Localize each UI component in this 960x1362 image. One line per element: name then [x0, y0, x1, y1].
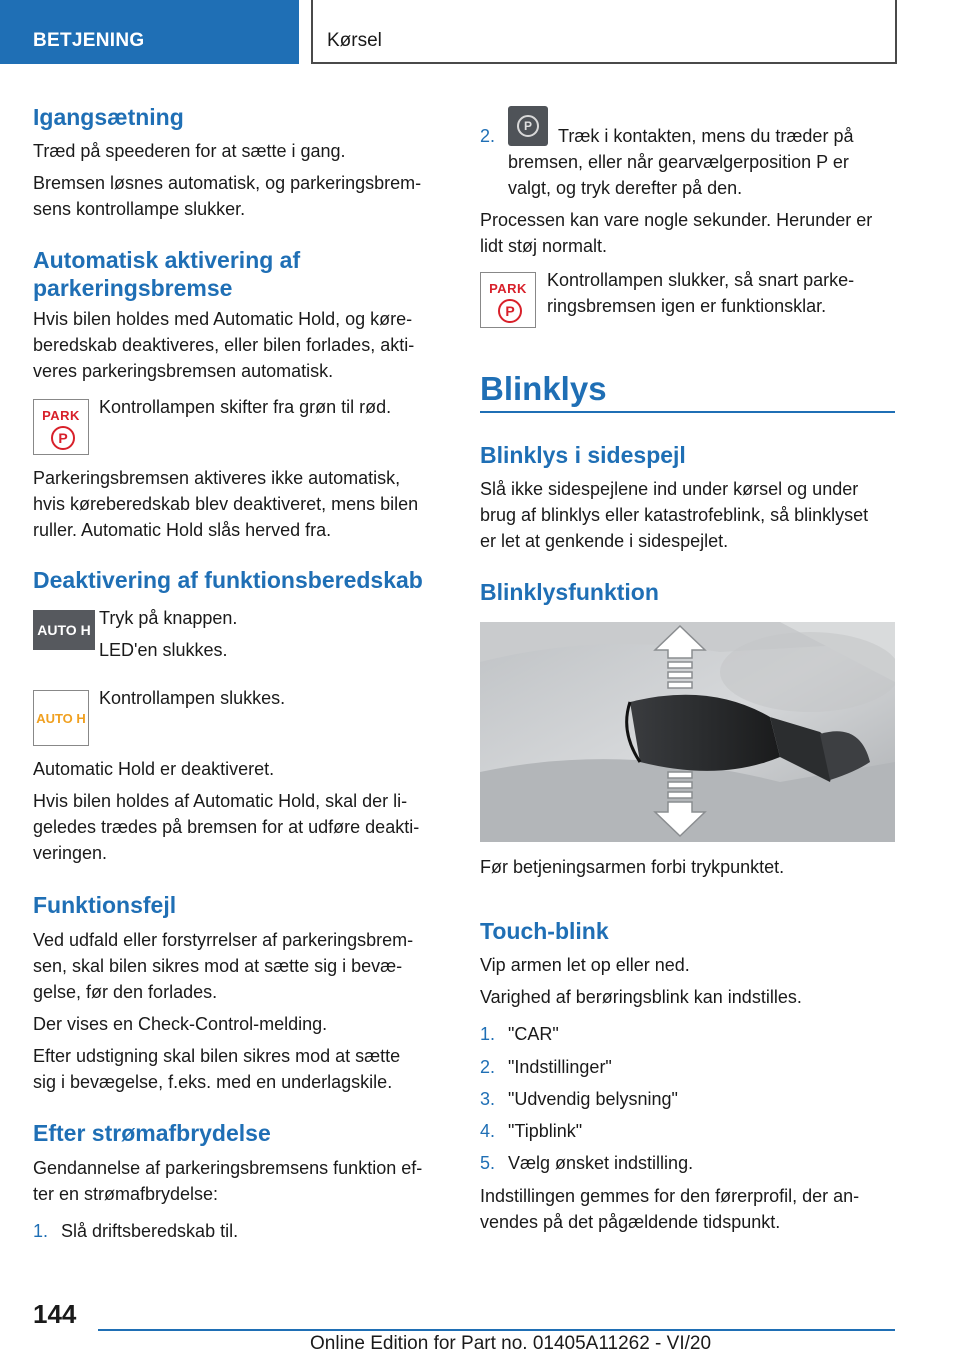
heading-blinklys: Blinklys — [480, 370, 607, 407]
paragraph: sens kontrollampe slukker. — [33, 199, 246, 219]
park-brake-warning-icon — [33, 399, 89, 455]
auto-hold-indicator-icon: AUTO H — [33, 690, 89, 746]
heading-automatisk-aktivering-cont: parkeringsbremse — [33, 275, 233, 301]
heading-blinklysfunktion: Blinklysfunktion — [480, 579, 659, 605]
paragraph: Parkeringsbremsen aktiveres ikke automatisk, — [33, 468, 401, 488]
list-item: bremsen, eller når gearvælgerposition P er — [508, 152, 849, 172]
paragraph: Hvis bilen holdes med Automatic Hold, og køre- — [33, 309, 413, 329]
paragraph: Kontrollampen slukker, så snart parke- — [547, 270, 855, 290]
heading-underline — [480, 411, 895, 413]
list-item: "Tipblink" — [508, 1121, 583, 1141]
paragraph: Varighed af berøringsblink kan indstilles. — [480, 987, 802, 1007]
list-number: 1. — [480, 1024, 496, 1044]
chapter-title: Kørsel — [327, 30, 382, 51]
paragraph: Vip armen let op eller ned. — [480, 955, 690, 975]
paragraph: hvis køreberedskab blev deaktiveret, mens bilen — [33, 494, 419, 514]
paragraph: Der vises en Check-Control-melding. — [33, 1014, 328, 1034]
heading-efter-stromafbrydelse: Efter strømafbrydelse — [33, 1120, 271, 1146]
paragraph: ruller. Automatic Hold slås herved fra. — [33, 520, 332, 540]
paragraph: LED'en slukkes. — [99, 640, 228, 660]
paragraph: Kontrollampen skifter fra grøn til rød. — [99, 397, 392, 417]
paragraph: brug af blinklys eller katastrofeblink, så blinklyset — [480, 505, 869, 525]
list-item: "Indstillinger" — [508, 1057, 612, 1077]
list-number: 3. — [480, 1089, 496, 1109]
list-number: 4. — [480, 1121, 496, 1141]
turn-signal-stalk-illustration — [480, 622, 895, 842]
list-item: Træk i kontakten, mens du træder på — [558, 126, 854, 146]
heading-deaktivering: Deaktivering af funktionsberedskab — [33, 567, 423, 593]
list-item: Vælg ønsket indstilling. — [508, 1153, 694, 1173]
paragraph: Hvis bilen holdes af Automatic Hold, skal der li- — [33, 791, 408, 811]
paragraph: Efter udstigning skal bilen sikres mod at sætte — [33, 1046, 401, 1066]
list-item: Slå driftsberedskab til. — [61, 1221, 239, 1241]
footer-rule — [98, 1329, 895, 1331]
paragraph: ter en strømafbrydelse: — [33, 1184, 219, 1204]
edition-footer: Online Edition for Part no. 01405A11262 - VI/20 — [310, 1333, 712, 1354]
paragraph: Bremsen løsnes automatisk, og parkeringsbrem- — [33, 173, 422, 193]
section-tab — [0, 0, 299, 64]
paragraph: Automatic Hold er deaktiveret. — [33, 759, 275, 779]
list-number: 5. — [480, 1153, 496, 1173]
heading-funktionsfejl: Funktionsfejl — [33, 892, 177, 918]
paragraph: veringen. — [33, 843, 108, 863]
list-number: 2. — [480, 126, 496, 146]
paragraph: Ved udfald eller forstyrrelser af parkeringsbrem- — [33, 930, 414, 950]
paragraph: lidt støj normalt. — [480, 236, 608, 256]
paragraph: beredskab deaktiveres, eller bilen forlades, akti- — [33, 335, 415, 355]
list-item: valgt, og tryk derefter på den. — [508, 178, 743, 198]
paragraph: Gendannelse af parkeringsbremsens funktion ef- — [33, 1158, 423, 1178]
heading-blinklys-i-sidespejl: Blinklys i sidespejl — [480, 442, 686, 468]
paragraph: sig i bevægelse, f.eks. med en underlagskile. — [33, 1072, 393, 1092]
heading-igangsaetning: Igangsætning — [33, 104, 184, 130]
paragraph: gelse, før den forlades. — [33, 982, 218, 1002]
paragraph: Processen kan vare nogle sekunder. Herunder er — [480, 210, 873, 230]
paragraph: Indstillingen gemmes for den førerprofil, der an- — [480, 1186, 860, 1206]
paragraph: Tryk på knappen. — [99, 608, 238, 628]
paragraph: Kontrollampen slukkes. — [99, 688, 286, 708]
list-item: "CAR" — [508, 1024, 559, 1044]
paragraph: geledes trædes på bremsen for at udføre deakti- — [33, 817, 420, 837]
list-number: 1. — [33, 1221, 49, 1241]
park-label: PARK — [42, 408, 80, 423]
parking-brake-symbol: P — [517, 115, 539, 137]
section-title: BETJENING — [33, 30, 145, 51]
park-circle-symbol: P — [498, 299, 522, 323]
page-number: 144 — [33, 1299, 77, 1329]
auto-hold-button-icon: AUTO H — [33, 610, 95, 650]
paragraph: sen, skal bilen sikres mod at sætte sig i bevæ- — [33, 956, 403, 976]
park-brake-warning-icon — [480, 272, 536, 328]
heading-touch-blink: Touch-blink — [480, 918, 609, 944]
paragraph: ringsbremsen igen er funktionsklar. — [547, 296, 827, 316]
parking-brake-switch-icon — [508, 106, 548, 146]
paragraph: er let at genkende i sidespejlet. — [480, 531, 729, 551]
paragraph: vendes på det pågældende tidspunkt. — [480, 1212, 781, 1232]
figure-caption: Før betjeningsarmen forbi trykpunktet. — [480, 857, 785, 877]
heading-automatisk-aktivering: Automatisk aktivering af — [33, 247, 301, 273]
list-item: "Udvendig belysning" — [508, 1089, 678, 1109]
list-number: 2. — [480, 1057, 496, 1077]
park-circle-symbol: P — [51, 426, 75, 450]
park-label: PARK — [489, 281, 527, 296]
paragraph: Træd på speederen for at sætte i gang. — [33, 141, 346, 161]
paragraph: Slå ikke sidespejlene ind under kørsel og under — [480, 479, 859, 499]
chapter-tab — [311, 0, 897, 64]
paragraph: veres parkeringsbremsen automatisk. — [33, 361, 334, 381]
